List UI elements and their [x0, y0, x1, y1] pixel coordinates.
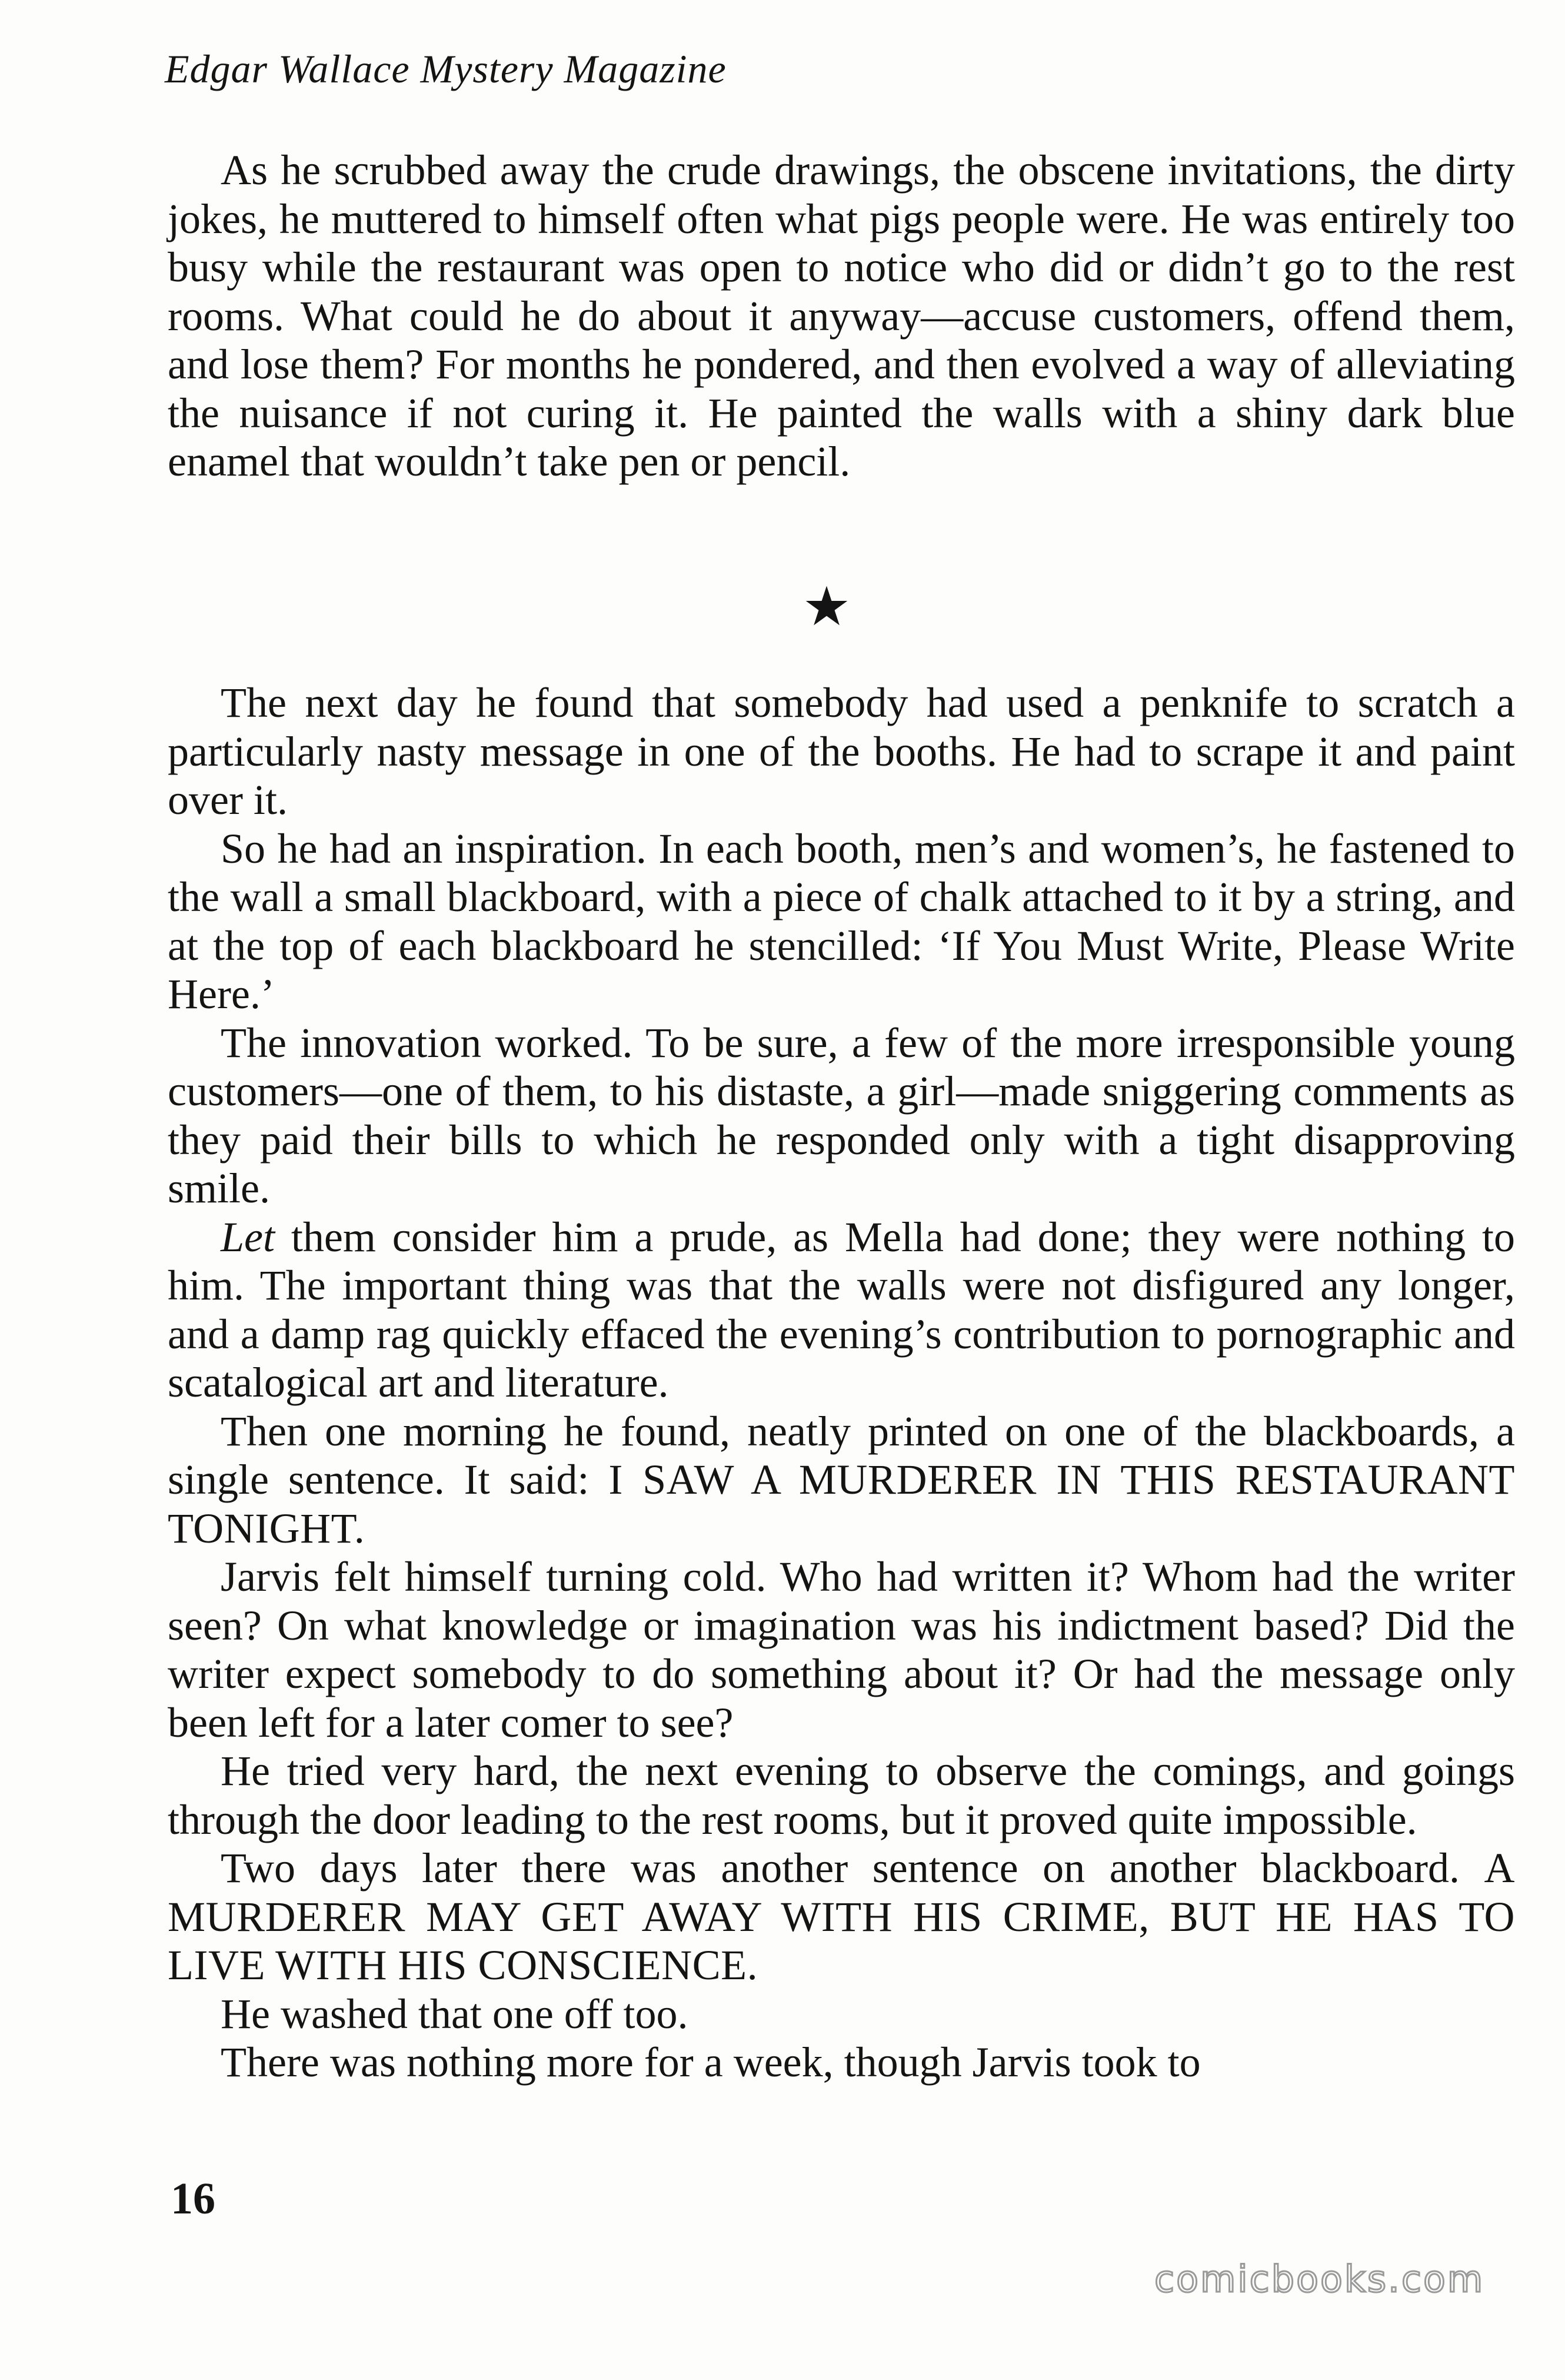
running-head: Edgar Wallace Mystery Magazine [165, 46, 727, 91]
paragraph: He washed that one off too. [221, 1990, 688, 2037]
text-block-after-break [168, 679, 1515, 2087]
paragraph-text: Then one morning he found, neatly printed on one of the blackboards, a single sentence. It said: [168, 1407, 1515, 1503]
paragraph: There was nothing more for a week, though Jarvis took to [221, 2039, 1201, 2086]
paragraph: The innovation worked. To be sure, a few of the more irresponsible young customers—one of them, to his distaste, a girl—made sniggering comments as they paid their bills to which he responded only with a tight disapproving smile. [168, 1019, 1515, 1212]
section-break-star: ★ [802, 575, 851, 638]
paragraph [168, 1407, 1515, 1553]
watermark: comicbooks.com [1154, 2258, 1485, 2301]
paragraph: So he had an inspiration. In each booth, men’s and women’s, he fastened to the wall a small blackboard, with a piece of chalk attached to it by a string, and at the top of each blackboard he stencilled: ‘If You Must Write, Please Write Here.’ [168, 825, 1515, 1018]
blackboard-message: I SAW A MURDERER IN THIS RESTAURANT TONIGHT. [168, 1456, 1515, 1552]
paragraph: Jarvis felt himself turning cold. Who had written it? Whom had the writer seen? On what knowledge or imagination was his indictment based? Did the writer expect somebody to do something about it? Or had the message only been left for a later comer to see? [168, 1553, 1515, 1746]
emphasis-word: Let [221, 1213, 275, 1261]
paragraph: The next day he found that somebody had used a penknife to scratch a particularly nasty message in one of the booths. He had to scrape it and paint over it. [168, 679, 1515, 823]
paragraph [168, 1844, 1515, 1990]
paragraph-text: Two days later there was another sentence on another blackboard. [221, 1844, 1484, 1892]
page-number: 16 [171, 2174, 215, 2223]
paragraph: As he scrubbed away the crude drawings, the obscene invitations, the dirty jokes, he muttered to himself often what pigs people were. He was entirely too busy while the restaurant was open to notice who did or didn’t go to the rest rooms. What could he do about it anyway—accuse customers, offend them, and lose them? For months he pondered, and then evolved a way of alleviating the nuisance if not curing it. He painted the walls with a shiny dark blue enamel that wouldn’t take pen or pencil. [168, 147, 1515, 485]
paragraph-text: them consider him a prude, as Mella had done; they were nothing to him. The important thing was that the walls were not disfigured any longer, and a damp rag quickly effaced the evening’s contribution to pornographic and scatalogical art and literature. [168, 1213, 1515, 1406]
text-block-before-break [168, 146, 1515, 486]
paragraph: He tried very hard, the next evening to observe the comings, and goings through the door leading to the rest rooms, but it proved quite impossible. [168, 1747, 1515, 1843]
paragraph [168, 1213, 1515, 1407]
blackboard-message: A MURDERER MAY GET AWAY WITH HIS CRIME, BUT HE HAS TO LIVE WITH HIS CONSCIENCE. [168, 1844, 1515, 1989]
